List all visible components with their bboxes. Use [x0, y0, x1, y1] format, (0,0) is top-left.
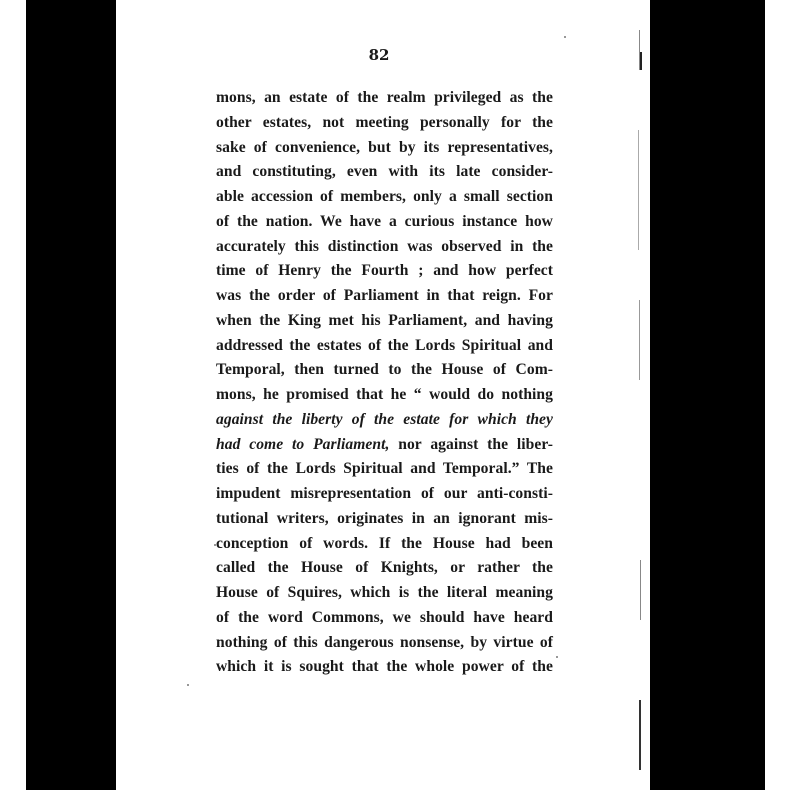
- paper-speck: [187, 684, 189, 686]
- text-line: [216, 606, 553, 631]
- text-line: [216, 532, 553, 557]
- text-line: [216, 309, 553, 334]
- text-run: called the House of Knights, or rather the: [216, 559, 553, 577]
- text-line: [216, 210, 553, 235]
- text-line: [216, 185, 553, 210]
- book-page: [116, 0, 650, 790]
- text-run: time of Henry the Fourth ; and how perfect: [216, 262, 553, 280]
- gutter-shadow-mark: [640, 52, 642, 70]
- body-text: [216, 86, 553, 680]
- text-run: nothing of this dangerous nonsense, by virtue of: [216, 633, 553, 651]
- right-black-border: [650, 0, 765, 790]
- text-run: mons, an estate of the realm privileged as the: [216, 89, 553, 106]
- text-run: and constituting, even with its late consider-: [216, 163, 553, 181]
- text-run: of the word Commons, we should have heard: [216, 608, 553, 626]
- text-run: Temporal, then turned to the House of Com-: [216, 361, 553, 379]
- text-line: [216, 86, 553, 111]
- text-line: [216, 433, 553, 458]
- gutter-shadow-mark: [639, 700, 641, 770]
- text-run: nor against the liber-: [389, 435, 553, 453]
- paper-speck: [556, 656, 558, 658]
- text-run: was the order of Parliament in that reign. For: [216, 287, 553, 304]
- text-run: of the nation. We have a curious instance how: [216, 212, 553, 230]
- text-run: which it is sought that the whole power of the: [216, 658, 553, 676]
- text-run: conception of words. If the House had been: [216, 534, 553, 552]
- text-line: [216, 136, 553, 161]
- text-line: [216, 160, 553, 185]
- text-run: able accession of members, only a small section: [216, 188, 553, 205]
- text-line: [216, 334, 553, 359]
- text-line: [216, 581, 553, 606]
- text-line: [216, 235, 553, 260]
- text-line: [216, 457, 553, 482]
- text-run: tutional writers, originates in an ignorant mis-: [216, 509, 553, 527]
- text-run: sake of convenience, but by its representatives,: [216, 138, 553, 156]
- text-line: [216, 358, 553, 383]
- text-run: addressed the estates of the Lords Spiritual and: [216, 336, 553, 354]
- gutter-shadow-line: [638, 130, 639, 250]
- text-line: [216, 408, 553, 433]
- text-run: when the King met his Parliament, and having: [216, 311, 553, 329]
- gutter-shadow-line: [640, 560, 641, 620]
- gutter-shadow-line: [639, 300, 640, 380]
- text-run: ties of the Lords Spiritual and Temporal.” The: [216, 460, 553, 478]
- text-line: [216, 631, 553, 656]
- text-run: accurately this distinction was observed in the: [216, 237, 553, 255]
- paper-speck: [564, 36, 566, 38]
- italic-text-run: had come to Parliament,: [216, 435, 390, 453]
- text-line: [216, 655, 553, 680]
- paper-speck: [214, 544, 216, 546]
- text-line: [216, 111, 553, 136]
- left-black-border: [26, 0, 116, 790]
- text-line: [216, 383, 553, 408]
- text-run: House of Squires, which is the literal meaning: [216, 584, 553, 601]
- text-line: [216, 556, 553, 581]
- text-line: [216, 482, 553, 507]
- text-line: [216, 284, 553, 309]
- text-run: mons, he promised that he “ would do nothing: [216, 386, 553, 403]
- text-line: [216, 259, 553, 284]
- italic-text-run: against the liberty of the estate for which they: [216, 410, 553, 428]
- text-run: other estates, not meeting personally for the: [216, 113, 553, 131]
- text-line: [216, 507, 553, 532]
- page-number: 82: [368, 46, 390, 64]
- text-run: impudent misrepresentation of our anti-consti-: [216, 485, 553, 502]
